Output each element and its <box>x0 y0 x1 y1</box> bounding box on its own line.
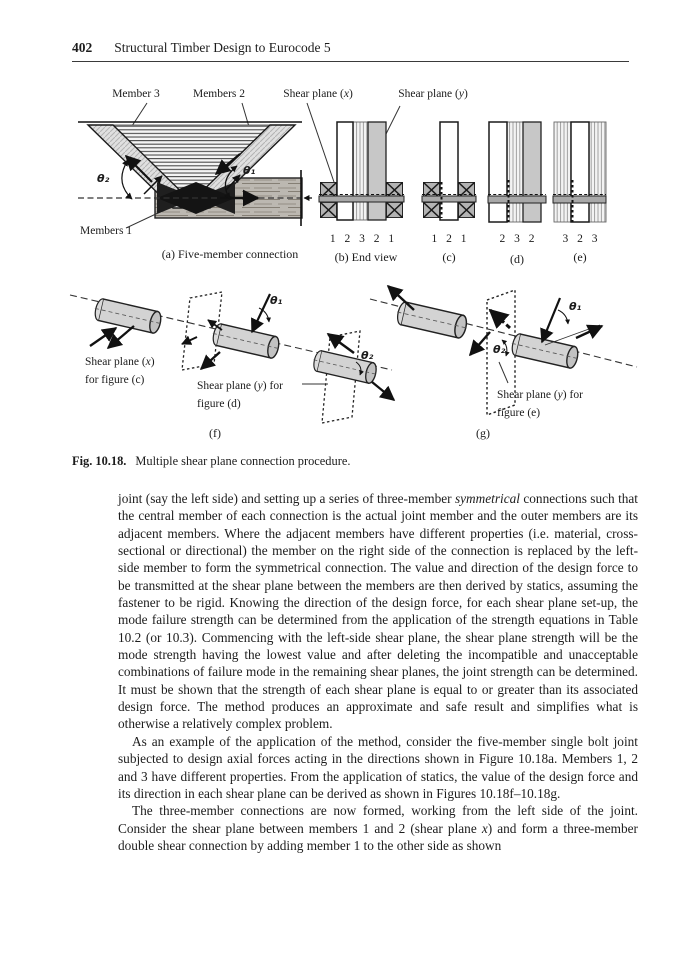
caption-b: (b) End view <box>334 250 398 264</box>
inclined-force-line <box>252 294 270 332</box>
paragraph-3-text-cont: ) and form a three-member double shear connection by adding member 1 to the other side as shown <box>118 820 638 853</box>
label-shear-y-for-d: Shear plane (y) for <box>197 380 283 392</box>
bolt <box>422 196 476 202</box>
figure-caption <box>72 454 350 469</box>
member-numbers-e: 3 2 3 <box>562 233 598 245</box>
label-shear-plane-x: Shear plane (x) <box>283 88 353 100</box>
caption-g: (g) <box>476 426 490 440</box>
caption-f: (f) <box>209 426 221 440</box>
theta1-arc <box>558 310 568 324</box>
body-text <box>118 490 638 854</box>
paragraph-3 <box>118 802 638 854</box>
label-shear-x-for-c-line2: for figure (c) <box>85 374 145 386</box>
member-numbers-b: 1 2 3 2 1 <box>329 233 395 245</box>
theta2-label: θ₂ <box>361 349 374 362</box>
shear-diagram-f <box>70 292 394 440</box>
plane-force-arrow <box>182 337 197 344</box>
paragraph-3-text: The three-member connections are now formed, working from the left side of the joint. Consider the shear plane between members 1 and 2 (shear plane <box>118 803 638 836</box>
figure-mid <box>62 282 642 450</box>
bolt <box>488 196 546 203</box>
page-number: 402 <box>72 40 93 55</box>
header-rule <box>72 61 629 62</box>
bolt-cylinder-2 <box>210 323 281 360</box>
label-member-3: Member 3 <box>112 88 160 100</box>
caption-d: (d) <box>510 252 524 266</box>
bolt <box>319 196 404 202</box>
bolt-cylinder-4 <box>395 301 470 340</box>
figure-top <box>70 82 645 277</box>
bolt <box>553 196 606 203</box>
caption-c: (c) <box>442 250 456 264</box>
figure-caption-text: Multiple shear plane connection procedure. <box>135 454 351 468</box>
dashed-force-arrow <box>490 310 510 328</box>
label-shear-plane-y: Shear plane (y) <box>398 88 468 100</box>
shear-diagram-g <box>370 286 637 440</box>
theta1-label: θ₁ <box>243 164 256 177</box>
label-shear-y-for-e-line2: figure (e) <box>497 407 541 419</box>
label-e-leader <box>499 362 508 383</box>
paragraph-2: As an example of the application of the method, consider the five-member single bolt joint subjected to design axial forces acting in the directions shown in Figure 10.18a. Members 1, 2 and 3 have different properties. From the application of statics, the value of the design force and its direction in each shear plane can be derived as shown in Figures 10.18f–10.18g. <box>118 733 638 801</box>
force-arrow <box>201 352 220 369</box>
label-shear-y-for-e: Shear plane (y) for <box>497 389 583 401</box>
force-arrow <box>328 334 354 353</box>
label-members-1: Members 1 <box>80 225 133 237</box>
caption-e: (e) <box>573 250 587 264</box>
end-view-d <box>488 122 546 266</box>
running-header <box>72 40 331 56</box>
end-view-c <box>422 122 476 264</box>
label-shear-x-for-c: Shear plane (x) <box>85 356 155 368</box>
paragraph-1 <box>118 490 638 733</box>
theta2-label: θ₂ <box>493 343 506 356</box>
theta1-label: θ₁ <box>270 294 283 307</box>
member-numbers-d: 2 3 2 <box>499 233 535 245</box>
five-member-connection-diagram <box>78 122 312 261</box>
figure-caption-label: Fig. 10.18. <box>72 454 127 468</box>
angle-ray <box>545 325 600 345</box>
paragraph-1-text: joint (say the left side) and setting up a series of three-member <box>118 491 455 506</box>
theta2-label: θ₂ <box>97 172 110 185</box>
label-members-2: Members 2 <box>192 88 246 100</box>
end-view-b <box>319 122 404 264</box>
paragraph-1-text-cont: connections such that the central member of each connection is the actual joint member and the outer members are its adjacent members. Where the adjacent members have different properties (i.e. material, cross-sectional or directional) the member on the right side of the connection is replaced by the left-side member to form the symmetrical connection. The value and direction of the design force to be transmitted at the shear plane between the members are then derived by statics, assuming the fastener to be rigid. Knowing the direction of the design force, for each shear plane set-up, the mode failure strength can be determined from the application of the strength equations in Table 10.2 (or 10.3). Commencing with the left-side shear plane, the shear plane strength will be the mode strength having the lowest value and after deleting the incompatible and unacceptable combinations of failure mode in the remaining shear planes, the joint strength can be determined. It must be shown that the strength of each shear plane is equal to or greater than its associated design force. The method produces an approximate and safe result and simplifies what is otherwise a relatively complex problem. <box>118 491 639 732</box>
bolt-cylinder-5 <box>509 333 580 370</box>
book-title: Structural Timber Design to Eurocode 5 <box>114 40 331 55</box>
theta1-label: θ₁ <box>569 300 582 313</box>
label-shear-y-for-d-line2: figure (d) <box>197 398 241 410</box>
member-numbers-c: 1 2 1 <box>431 233 467 245</box>
force-arrow <box>372 382 394 400</box>
force-arrow <box>108 326 134 348</box>
bolt-cylinder-1 <box>92 298 163 335</box>
paragraph-3-italic: x <box>481 820 488 836</box>
paragraph-1-italic: symmetrical <box>454 491 520 506</box>
inclined-force-line <box>542 298 560 342</box>
end-view-e <box>553 122 606 264</box>
caption-a: (a) Five-member connection <box>161 247 299 261</box>
